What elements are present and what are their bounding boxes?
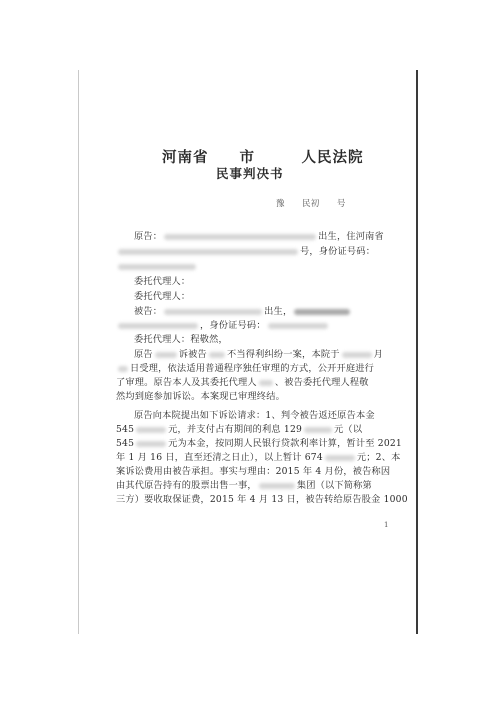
defendant-line: 被告： 出生，	[134, 306, 352, 317]
case-intro-line-1: 原告 诉被告 不当得利纠纷一案，本院于 月	[134, 349, 383, 360]
redacted-text	[209, 352, 225, 358]
redacted-text	[164, 309, 262, 315]
redacted-text	[259, 380, 273, 386]
redacted-text	[342, 352, 372, 358]
plaintiff-agent-1: 委托代理人：	[134, 276, 191, 287]
redacted-text	[136, 427, 166, 433]
redacted-text	[118, 366, 128, 372]
redacted-text	[136, 441, 166, 447]
page-number: 1	[384, 521, 389, 529]
redacted-text	[294, 309, 350, 315]
redacted-text	[268, 323, 328, 329]
claims-line-3: 545 元为本金，按同期人民银行贷款利率计算，暂计至 2021	[116, 438, 402, 449]
page-left-edge	[78, 70, 79, 634]
claims-line-2: 545 元，并支付占有期间的利息 129 元（以	[116, 424, 363, 435]
case-intro-line-2: 日受理，依法适用普通程序独任审理的方式，公开开庭进行	[116, 363, 374, 374]
page-right-edge	[416, 70, 418, 634]
claims-line-5: 案诉讼费用由被告承担。事实与理由：2015 年 4 月份，被告称因	[116, 466, 391, 477]
redacted-text	[118, 323, 198, 329]
redacted-text	[118, 264, 196, 270]
redacted-text	[164, 234, 316, 240]
redacted-line	[116, 261, 198, 272]
plaintiff-agent-2: 委托代理人：	[134, 291, 191, 302]
plaintiff-address-line: 号，身份证号码：	[116, 246, 375, 257]
claims-line-4: 年 1 月 16 日，直至还清之日止），以上暂计 674 元；2、本	[116, 452, 401, 463]
judgment-title: 民事判决书	[216, 166, 284, 181]
redacted-text	[304, 427, 332, 433]
redacted-text	[118, 249, 298, 255]
defendant-agent-line: 委托代理人：程敬然，	[134, 334, 228, 345]
case-intro-line-3: 了审理。原告本人及其委托代理人 、被告委托代理人程敬	[116, 377, 369, 388]
redacted-text	[325, 455, 355, 461]
court-name-title: 河南省 市 人民法院	[162, 149, 364, 166]
claims-line-6: 由其代原告持有的股票出售一事， 集团（以下简称第	[116, 480, 372, 491]
redacted-text	[259, 483, 295, 489]
defendant-id-line: ，身份证号码：	[116, 320, 330, 331]
claims-line-1: 原告向本院提出如下诉讼请求：1、判令被告返还原告本金	[134, 410, 375, 421]
case-number: 豫 民初 号	[276, 199, 346, 209]
plaintiff-line: 原告： 出生，住河南省	[134, 231, 384, 242]
claims-line-7: 三方）要收取保证费，2015 年 4 月 13 日，被告转给原告股金 1000	[116, 494, 408, 505]
case-intro-line-4: 然均到庭参加诉讼。本案现已审理终结。	[116, 391, 285, 402]
redacted-text	[155, 352, 177, 358]
